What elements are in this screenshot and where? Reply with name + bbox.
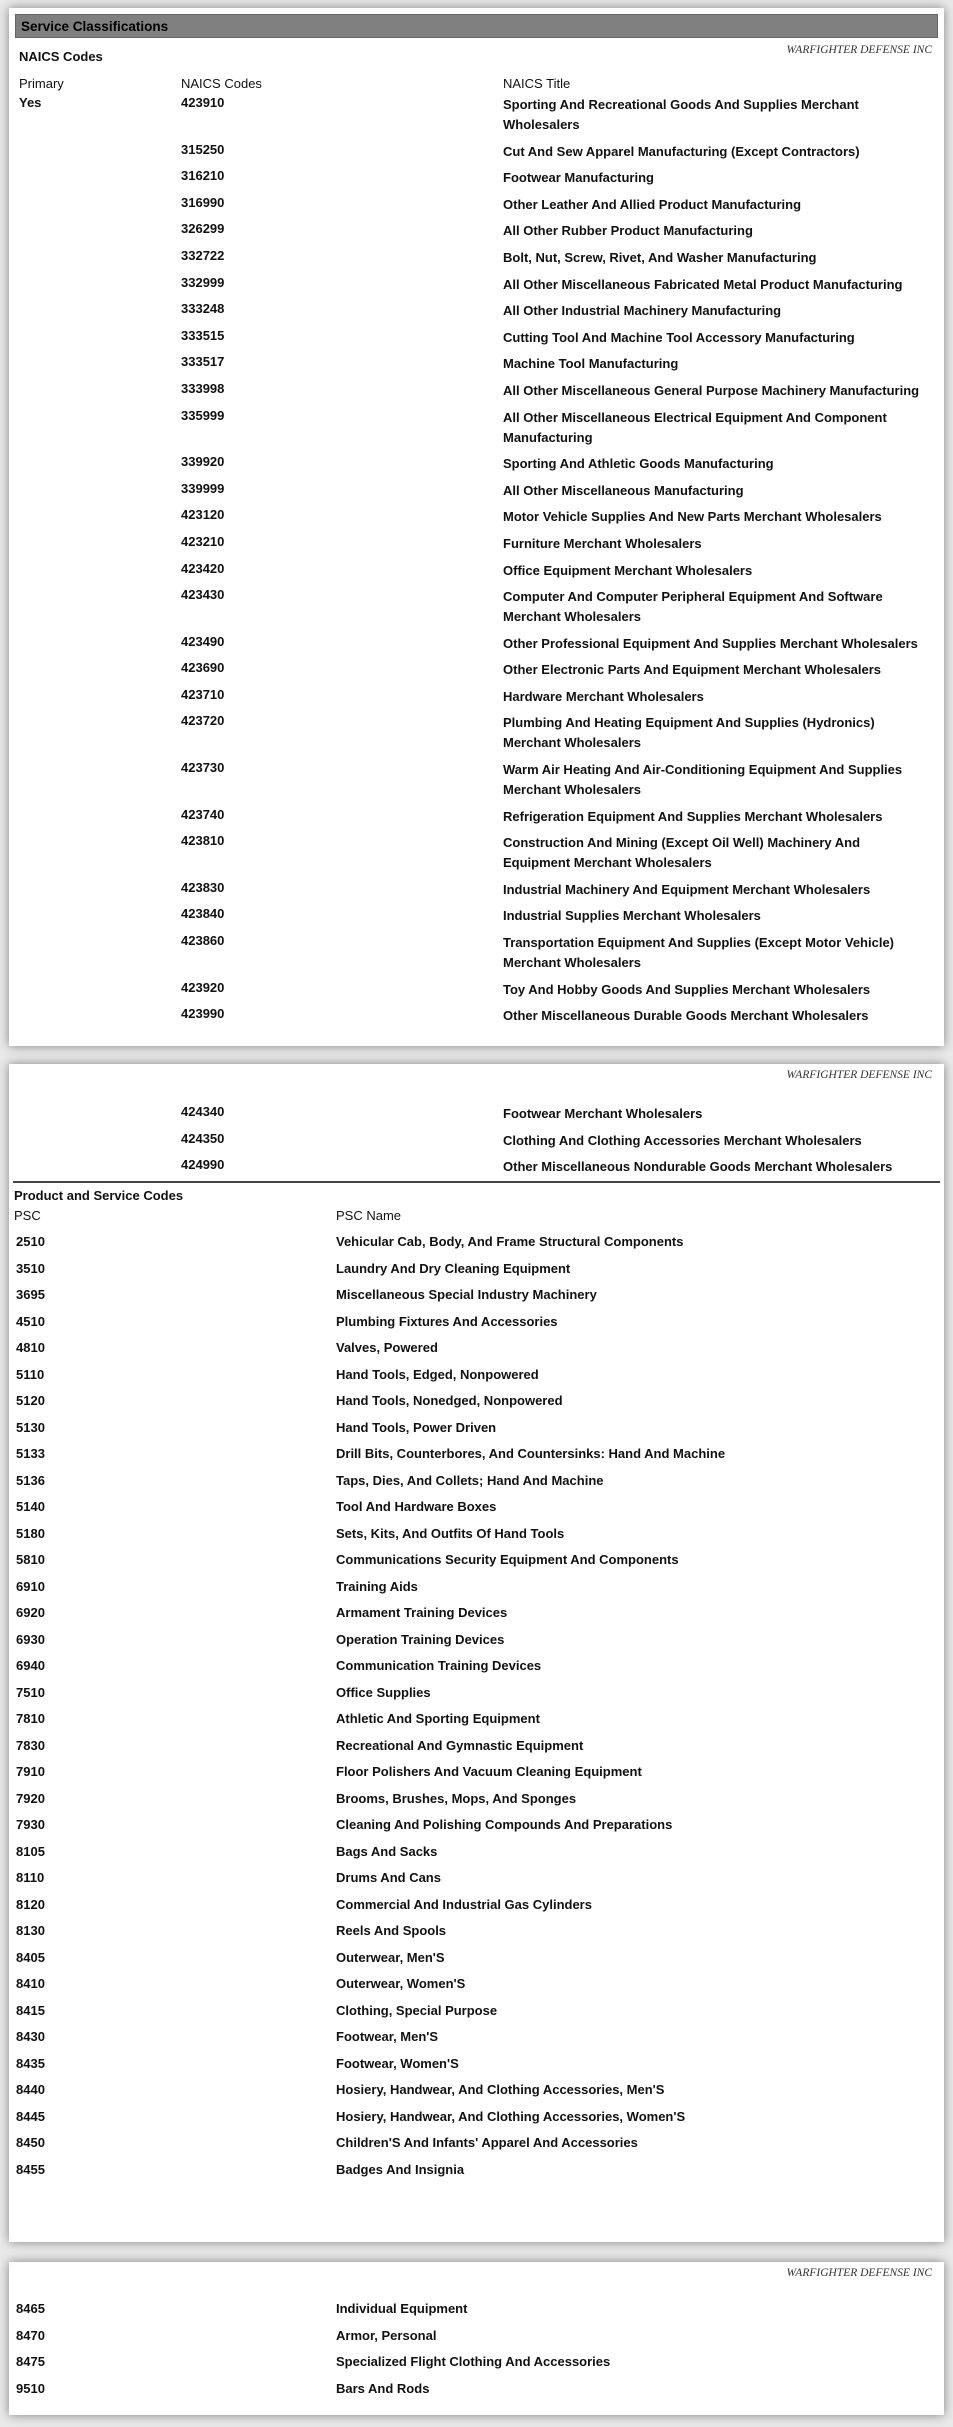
psc-name: Laundry And Dry Cleaning Equipment	[336, 1260, 571, 1276]
psc-code: 8455	[16, 2161, 45, 2177]
psc-name: Recreational And Gymnastic Equipment	[336, 1737, 584, 1753]
naics-title: Machine Tool Manufacturing	[503, 356, 679, 372]
table-row	[9, 381, 944, 401]
table-row	[9, 1393, 944, 1420]
table-row	[9, 1923, 944, 1950]
naics-title: Other Miscellaneous Nondurable Goods Merchant Wholesalers	[503, 1159, 893, 1175]
naics-title: Plumbing And Heating Equipment And Supplies (Hydronics) Merchant Wholesalers	[503, 715, 875, 751]
psc-name: Armament Training Devices	[336, 1605, 508, 1620]
naics-code: 424350	[181, 1130, 225, 1146]
naics-title: NAICS Codes	[19, 49, 103, 64]
table-row	[9, 95, 944, 135]
psc-name: Communication Training Devices	[336, 1658, 542, 1673]
psc-code: 8110	[16, 1870, 45, 1885]
psc-name: Tool And Hardware Boxes	[336, 1499, 497, 1514]
psc-name: Drill Bits, Counterbores, And Countersinks: Hand And Machine	[336, 1446, 726, 1461]
naics-code: 332722	[181, 247, 225, 263]
psc-code: 6920	[16, 1605, 45, 1620]
table-row	[9, 1340, 944, 1367]
psc-name: Plumbing Fixtures And Accessories	[336, 1313, 558, 1329]
psc-name: Footwear, Men'S	[336, 2029, 439, 2044]
naics-code: 423720	[181, 713, 225, 729]
company-name: WARFIGHTER DEFENSE INC	[786, 1069, 932, 1081]
naics-code: 423690	[181, 660, 225, 676]
psc-code: 7830	[16, 1737, 45, 1753]
naics-title: Industrial Supplies Merchant Wholesalers	[503, 908, 761, 924]
table-row	[9, 1526, 944, 1553]
naics-title: Warm Air Heating And Air-Conditioning Equipment And Supplies Merchant Wholesalers	[503, 762, 903, 798]
psc-code: 4510	[16, 1313, 45, 1329]
table-row	[9, 1791, 944, 1818]
report-page-1	[9, 8, 944, 1046]
psc-code: 8475	[16, 2354, 45, 2369]
psc-name: Commercial And Industrial Gas Cylinders	[336, 1896, 592, 1912]
table-row	[9, 1157, 944, 1177]
psc-name: Sets, Kits, And Outfits Of Hand Tools	[336, 1525, 565, 1541]
naics-title: Clothing And Clothing Accessories Merchant Wholesalers	[503, 1132, 862, 1148]
psc-name: Bags And Sacks	[336, 1843, 438, 1859]
table-row	[9, 1420, 944, 1447]
psc-code: 5180	[16, 1525, 45, 1541]
table-row	[9, 248, 944, 268]
naics-table	[9, 95, 944, 1033]
naics-title: All Other Miscellaneous General Purpose Machinery Manufacturing	[503, 382, 920, 398]
psc-code: 9510	[16, 2380, 45, 2396]
psc-name: Hand Tools, Edged, Nonpowered	[336, 1366, 539, 1382]
naics-code: 423730	[181, 760, 225, 776]
psc-code: 6910	[16, 1578, 45, 1594]
report-page-2	[9, 1064, 944, 2242]
table-row	[9, 1287, 944, 1314]
psc-table	[9, 1234, 944, 2188]
naics-title: Cut And Sew Apparel Manufacturing (Except Contractors)	[503, 143, 860, 159]
naics-title: Computer And Computer Peripheral Equipment And Software Merchant Wholesalers	[503, 589, 883, 625]
psc-code: 5120	[16, 1393, 45, 1408]
table-row	[9, 168, 944, 188]
psc-name: Outerwear, Women'S	[336, 1976, 466, 1991]
table-row	[9, 906, 944, 926]
table-row	[9, 2003, 944, 2030]
table-row	[9, 534, 944, 554]
naics-title: Other Leather And Allied Product Manufacturing	[503, 196, 802, 212]
psc-name: Footwear, Women'S	[336, 2055, 459, 2071]
naics-code: 333517	[181, 354, 225, 370]
psc-code: 8410	[16, 1976, 45, 1991]
psc-code: 5810	[16, 1552, 45, 1567]
naics-title: Hardware Merchant Wholesalers	[503, 688, 704, 704]
psc-name: Specialized Flight Clothing And Accessories	[336, 2354, 611, 2369]
table-row	[9, 481, 944, 501]
naics-title: Footwear Manufacturing	[503, 170, 654, 186]
table-row	[9, 1738, 944, 1765]
table-row	[9, 1764, 944, 1791]
psc-name: Taps, Dies, And Collets; Hand And Machine	[336, 1472, 604, 1488]
psc-name: Training Aids	[336, 1578, 418, 1594]
naics-header-title: NAICS Title	[503, 76, 571, 91]
psc-name: Cleaning And Polishing Compounds And Preparations	[336, 1817, 673, 1832]
naics-code: 316210	[181, 168, 225, 184]
table-row	[9, 2328, 944, 2355]
table-row	[9, 1897, 944, 1924]
psc-code: 8440	[16, 2082, 45, 2097]
psc-code: 8445	[16, 2108, 45, 2124]
naics-code: 326299	[181, 221, 225, 237]
naics-title: Other Professional Equipment And Supplies Merchant Wholesalers	[503, 635, 918, 651]
naics-code: 423910	[181, 95, 225, 110]
naics-code: 423840	[181, 906, 225, 922]
table-row	[9, 561, 944, 581]
table-row	[9, 507, 944, 527]
report-page-3	[9, 2262, 944, 2415]
psc-code: 8450	[16, 2135, 45, 2150]
naics-title: Sporting And Athletic Goods Manufacturing	[503, 456, 774, 472]
table-row	[9, 1006, 944, 1026]
psc-code: 7810	[16, 1711, 45, 1726]
table-row	[9, 2301, 944, 2328]
table-row	[9, 408, 944, 448]
psc-header-name: PSC Name	[336, 1208, 402, 1223]
psc-code: 8470	[16, 2327, 45, 2343]
naics-title: All Other Miscellaneous Manufacturing	[503, 482, 744, 498]
table-row	[9, 2354, 944, 2381]
naics-code: 423430	[181, 587, 225, 603]
naics-title: Office Equipment Merchant Wholesalers	[503, 562, 753, 578]
naics-title: All Other Rubber Product Manufacturing	[503, 223, 753, 239]
company-name: WARFIGHTER DEFENSE INC	[786, 44, 932, 56]
table-row	[9, 587, 944, 627]
table-row	[9, 2135, 944, 2162]
table-row	[9, 301, 944, 321]
psc-code: 2510	[16, 1234, 45, 1249]
naics-header-code: NAICS Codes	[181, 76, 262, 91]
table-row	[9, 2162, 944, 2189]
table-row	[9, 1367, 944, 1394]
table-row	[9, 1473, 944, 1500]
psc-code: 7910	[16, 1764, 45, 1779]
naics-code: 333515	[181, 327, 225, 343]
naics-code: 316990	[181, 194, 225, 210]
naics-title: Toy And Hobby Goods And Supplies Merchant Wholesalers	[503, 981, 871, 997]
psc-name: Brooms, Brushes, Mops, And Sponges	[336, 1790, 577, 1806]
table-row	[9, 2056, 944, 2083]
psc-name: Bars And Rods	[336, 2380, 430, 2396]
psc-name: Miscellaneous Special Industry Machinery	[336, 1287, 597, 1302]
table-row	[9, 833, 944, 873]
naics-title: Cutting Tool And Machine Tool Accessory Manufacturing	[503, 329, 855, 345]
table-row	[9, 1605, 944, 1632]
psc-name: Individual Equipment	[336, 2301, 468, 2316]
psc-header-code: PSC	[14, 1208, 41, 1223]
table-row	[9, 1658, 944, 1685]
psc-code: 8465	[16, 2301, 45, 2316]
psc-code: 6930	[16, 1631, 45, 1647]
psc-code: 7930	[16, 1817, 45, 1832]
psc-name: Outerwear, Men'S	[336, 1949, 445, 1965]
table-row	[9, 1499, 944, 1526]
table-row	[9, 660, 944, 680]
psc-code: 5133	[16, 1446, 45, 1461]
table-row	[9, 1446, 944, 1473]
naics-title: Bolt, Nut, Screw, Rivet, And Washer Manufacturing	[503, 249, 817, 265]
naics-title: Industrial Machinery And Equipment Merchant Wholesalers	[503, 881, 871, 897]
naics-code: 315250	[181, 141, 225, 157]
naics-code: 423120	[181, 507, 225, 523]
table-row	[9, 1632, 944, 1659]
psc-name: Office Supplies	[336, 1684, 431, 1700]
naics-header-primary: Primary	[19, 76, 64, 91]
psc-code: 8405	[16, 1949, 45, 1965]
naics-code: 423990	[181, 1006, 225, 1022]
psc-name: Hand Tools, Nonedged, Nonpowered	[336, 1393, 563, 1408]
psc-title: Product and Service Codes	[14, 1188, 184, 1203]
table-row	[9, 328, 944, 348]
table-row	[9, 1314, 944, 1341]
table-row	[9, 2381, 944, 2408]
psc-name: Vehicular Cab, Body, And Frame Structural Components	[336, 1234, 684, 1249]
table-row	[9, 1817, 944, 1844]
psc-code: 8105	[16, 1843, 45, 1859]
naics-title: All Other Industrial Machinery Manufacturing	[503, 303, 782, 319]
psc-code: 8430	[16, 2029, 45, 2044]
psc-name: Children'S And Infants' Apparel And Accessories	[336, 2135, 638, 2150]
naics-code: 335999	[181, 407, 225, 423]
table-row	[9, 1131, 944, 1151]
naics-title: Motor Vehicle Supplies And New Parts Merchant Wholesalers	[503, 509, 882, 525]
psc-name: Valves, Powered	[336, 1340, 438, 1355]
table-row	[9, 1976, 944, 2003]
psc-name: Clothing, Special Purpose	[336, 2002, 498, 2018]
naics-title: Construction And Mining (Except Oil Well) Machinery And Equipment Merchant Wholesalers	[503, 835, 861, 871]
table-row	[9, 1685, 944, 1712]
psc-code: 8120	[16, 1896, 45, 1912]
psc-table-continued	[9, 2301, 944, 2407]
naics-title: Refrigeration Equipment And Supplies Merchant Wholesalers	[503, 808, 883, 824]
psc-code: 5140	[16, 1499, 45, 1514]
naics-code: 423830	[181, 879, 225, 895]
naics-code: 423710	[181, 686, 225, 702]
psc-code: 4810	[16, 1340, 45, 1355]
naics-title: Other Electronic Parts And Equipment Merchant Wholesalers	[503, 662, 882, 678]
naics-title: All Other Miscellaneous Electrical Equipment And Component Manufacturing	[503, 409, 887, 445]
naics-code: 333998	[181, 380, 225, 396]
psc-code: 3695	[16, 1287, 45, 1302]
table-row	[9, 980, 944, 1000]
naics-code: 339920	[181, 454, 225, 470]
psc-code: 6940	[16, 1658, 45, 1673]
naics-primary: Yes	[19, 95, 42, 110]
table-row	[9, 933, 944, 973]
naics-code: 333248	[181, 301, 225, 317]
table-row	[9, 880, 944, 900]
section-divider	[13, 1181, 940, 1183]
naics-title: Furniture Merchant Wholesalers	[503, 535, 702, 551]
psc-name: Floor Polishers And Vacuum Cleaning Equipment	[336, 1764, 642, 1779]
table-row	[9, 1870, 944, 1897]
naics-code: 424340	[181, 1104, 225, 1119]
psc-code: 5130	[16, 1419, 45, 1435]
section-title: Service Classifications	[21, 19, 169, 34]
naics-code: 423210	[181, 533, 225, 549]
table-row	[9, 807, 944, 827]
psc-name: Operation Training Devices	[336, 1631, 505, 1647]
psc-code: 8415	[16, 2002, 45, 2018]
company-name: WARFIGHTER DEFENSE INC	[786, 2267, 932, 2279]
psc-code: 5136	[16, 1472, 45, 1488]
naics-title: All Other Miscellaneous Fabricated Metal Product Manufacturing	[503, 276, 903, 292]
psc-name: Hand Tools, Power Driven	[336, 1419, 497, 1435]
psc-name: Badges And Insignia	[336, 2161, 465, 2177]
table-row	[9, 1844, 944, 1871]
table-row	[9, 634, 944, 654]
psc-name: Athletic And Sporting Equipment	[336, 1711, 540, 1726]
naics-title: Sporting And Recreational Goods And Supplies Merchant Wholesalers	[503, 97, 859, 132]
table-row	[9, 1711, 944, 1738]
table-row	[9, 1579, 944, 1606]
table-row	[9, 760, 944, 800]
naics-code: 423740	[181, 806, 225, 822]
psc-name: Hosiery, Handwear, And Clothing Accessories, Women'S	[336, 2108, 686, 2124]
psc-code: 8130	[16, 1923, 45, 1938]
naics-code: 423810	[181, 833, 225, 849]
psc-name: Armor, Personal	[336, 2327, 437, 2343]
table-row	[9, 221, 944, 241]
table-row	[9, 275, 944, 295]
naics-code: 332999	[181, 274, 225, 290]
naics-code: 423420	[181, 560, 225, 576]
naics-title: Footwear Merchant Wholesalers	[503, 1106, 703, 1121]
naics-title: Transportation Equipment And Supplies (Except Motor Vehicle) Merchant Wholesalers	[503, 935, 895, 971]
naics-table-continued	[9, 1104, 944, 1184]
psc-code: 8435	[16, 2055, 45, 2071]
naics-code: 423920	[181, 979, 225, 995]
psc-code: 3510	[16, 1260, 45, 1276]
table-row	[9, 1950, 944, 1977]
psc-name: Communications Security Equipment And Components	[336, 1552, 679, 1567]
table-row	[9, 1234, 944, 1261]
naics-code: 423490	[181, 633, 225, 649]
psc-name: Hosiery, Handwear, And Clothing Accessories, Men'S	[336, 2082, 665, 2097]
table-row	[9, 454, 944, 474]
psc-code: 5110	[16, 1366, 45, 1382]
naics-code: 424990	[181, 1157, 225, 1173]
psc-code: 7510	[16, 1684, 45, 1700]
section-header-bar	[15, 14, 938, 38]
table-row	[9, 2029, 944, 2056]
table-row	[9, 713, 944, 753]
table-row	[9, 1552, 944, 1579]
table-row	[9, 687, 944, 707]
naics-code: 339999	[181, 480, 225, 496]
table-row	[9, 195, 944, 215]
naics-code: 423860	[181, 933, 225, 949]
naics-title: Other Miscellaneous Durable Goods Merchant Wholesalers	[503, 1008, 869, 1024]
table-row	[9, 354, 944, 374]
table-row	[9, 1104, 944, 1124]
table-row	[9, 2109, 944, 2136]
table-row	[9, 2082, 944, 2109]
table-row	[9, 142, 944, 162]
table-row	[9, 1261, 944, 1288]
psc-name: Reels And Spools	[336, 1923, 447, 1938]
psc-code: 7920	[16, 1790, 45, 1806]
psc-name: Drums And Cans	[336, 1870, 441, 1885]
